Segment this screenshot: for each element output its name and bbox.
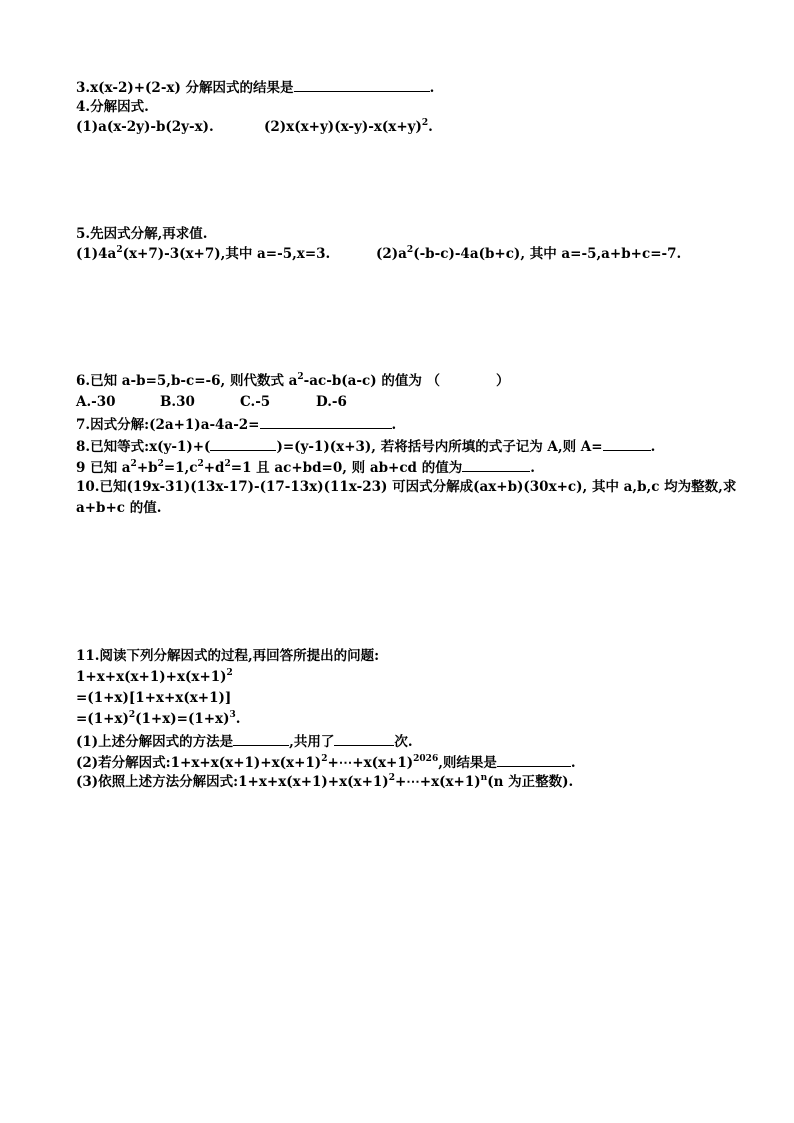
question-11-expr-1: $1+x+x(x+1)+x(x+1)^2$ [76,667,233,685]
question-4-title: 4.分解因式. [76,99,149,115]
question-11-expr-3: $=(1+x)^2(1+x)=(1+x)^3$. [76,709,241,727]
option-b[interactable]: B.30 [160,394,195,410]
answer-blank[interactable] [294,78,430,92]
option-d[interactable]: D.-6 [316,394,347,410]
question-9: 9 已知 $a^2+b^2=1,c^2+d^2=1$ 且 ac+bd=0, 则 ab+cd 的值为 . [76,458,535,476]
question-4-part-1: (1)a(x-2y)-b(2y-x). [76,119,214,135]
question-6: 6.已知 a-b=5,b-c=-6, 则代数式 $a^2-ac-b(a-c)$ 的值为 （ ） [76,371,510,389]
answer-blank[interactable] [334,732,394,746]
question-5-title: 5.先因式分解,再求值. [76,226,208,242]
question-3: 3.x(x-2)+(2-x) 分解因式的结果是 . [76,80,435,96]
answer-blank[interactable] [210,437,276,451]
question-11-sub-1: (1)上述分解因式的方法是 ,共用了 次. [76,734,413,750]
answer-blank[interactable] [260,415,392,429]
question-5-part-2: $(2)a^2(-b-c)-4a(b+c)$, 其中 a=-5,a+b+c=-7. [376,244,682,262]
question-4-part-2: $(2)x(x+y)(x-y)-x(x+y)^2$. [264,117,433,135]
answer-blank[interactable] [603,437,651,451]
question-5-part-1: $(1)4a^2(x+7)-3(x+7)$,其中 a=-5,x=3. [76,244,331,262]
question-11-title: 11.阅读下列分解因式的过程,再回答所提出的问题: [76,648,380,664]
question-3-text: 3.x(x-2)+(2-x) 分解因式的结果是 [76,80,294,96]
option-c[interactable]: C.-5 [240,394,271,410]
answer-blank[interactable] [497,753,571,767]
question-11-expr-2: =(1+x)[1+x+x(x+1)] [76,690,232,706]
question-7: 7.因式分解:(2a+1)a-4a-2= . [76,417,397,433]
option-a[interactable]: A.-30 [76,394,116,410]
answer-blank[interactable] [233,732,289,746]
answer-blank[interactable] [462,458,530,472]
question-8: 8.已知等式:x(y-1)+( )=(y-1)(x+3), 若将括号内所填的式子记为 A,则 A= . [76,439,656,455]
question-11-sub-3: (3)依照上述方法分解因式$:1+x+x(x+1)+x(x+1)^2+\cdots+x(x+1)^n(n$ 为正整数). [76,772,574,790]
question-10-line-1: 10.已知(19x-31)(13x-17)-(17-13x)(11x-23) 可因式分解成(ax+b)(30x+c), 其中 a,b,c 均为整数,求 [76,479,737,495]
question-11-sub-2: (2)若分解因式$:1+x+x(x+1)+x(x+1)^2+\cdots+x(x+1)^{2026}$,则结果是 . [76,753,576,771]
question-10-line-2: a+b+c 的值. [76,500,162,516]
